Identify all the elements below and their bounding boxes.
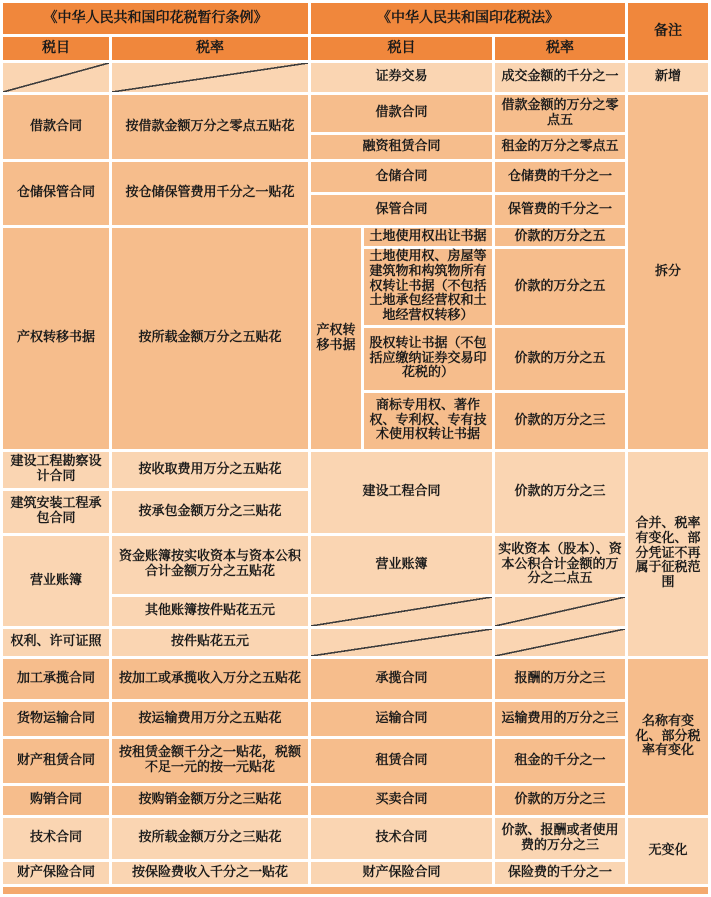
old-item-header-cell: 税目 (3, 37, 109, 60)
new-item-cell: 土地使用权、房屋等建筑物和构筑物所有权转让书据（不包括土地承包经营权和土地经营权转移） (364, 249, 492, 325)
new-item-header-cell: 税目 (311, 37, 492, 60)
old-rate-cell: 按所载金额万分之三贴花 (112, 818, 308, 859)
new-item-cell: 融资租赁合同 (311, 135, 492, 159)
new-item-cell: 买卖合同 (311, 786, 492, 815)
old-rate-cell: 资金账簿按实收资本与资本公积合计金额万分之五贴花 (112, 536, 308, 594)
new-rate-cell: 价款的万分之三 (495, 786, 625, 815)
remark-cell: 新增 (628, 63, 708, 92)
old-item-cell: 借款合同 (3, 95, 109, 159)
new-rate-cell: 价款的万分之五 (495, 328, 625, 390)
old-rate-header-cell: 税率 (112, 37, 308, 60)
new-rate-cell: 保管费的千分之一 (495, 195, 625, 225)
old-rate-cell: 按购销金额万分之三贴花 (112, 786, 308, 815)
new-rate-cell: 报酬的万分之三 (495, 659, 625, 699)
old-item-cell: 建设工程勘察设计合同 (3, 452, 109, 488)
new-rate-header-cell: 税率 (495, 37, 625, 60)
old-rate-cell: 按收取费用万分之五贴花 (112, 452, 308, 488)
old-law-title-cell: 《中华人民共和国印花税暂行条例》 (3, 3, 308, 34)
new-rate-cell: 保险费的千分之一 (495, 862, 625, 884)
new-rate-cell: 价款的万分之三 (495, 393, 625, 449)
old-item-cell: 仓储保管合同 (3, 162, 109, 225)
old-item-cell: 权利、许可证照 (3, 629, 109, 656)
old-rate-cell: 按所载金额万分之五贴花 (112, 228, 308, 449)
new-item-cell: 营业账簿 (311, 536, 492, 594)
crossed-out-cell (495, 629, 625, 656)
new-item-cell: 租赁合同 (311, 739, 492, 783)
new-rate-cell: 价款的万分之五 (495, 249, 625, 325)
old-item-cell: 产权转移书据 (3, 228, 109, 449)
new-item-cell: 证券交易 (311, 63, 492, 92)
new-item-cell: 运输合同 (311, 702, 492, 736)
old-rate-cell: 按加工或承揽收入万分之五贴花 (112, 659, 308, 699)
crossed-out-cell (495, 597, 625, 626)
new-law-title-cell: 《中华人民共和国印花税法》 (311, 3, 625, 34)
new-rate-cell: 价款的万分之五 (495, 228, 625, 246)
bottom-strip-cell (3, 887, 708, 894)
new-item-cell: 保管合同 (311, 195, 492, 225)
new-item-cell: 财产保险合同 (311, 862, 492, 884)
new-item-cell: 借款合同 (311, 95, 492, 132)
remark-cell: 名称有变化、部分税率有变化 (628, 659, 708, 815)
new-rate-cell: 实收资本（股本）、资本公积合计金额的万分之二点五 (495, 536, 625, 594)
old-item-cell: 加工承揽合同 (3, 659, 109, 699)
crossed-out-cell (3, 63, 109, 92)
new-rate-cell: 仓储费的千分之一 (495, 162, 625, 192)
remark-cell: 合并、税率有变化、部分凭证不再属于征税范围 (628, 452, 708, 656)
old-rate-cell: 按租赁金额千分之一贴花，税额不足一元的按一元贴花 (112, 739, 308, 783)
old-item-cell: 货物运输合同 (3, 702, 109, 736)
new-item-group-cell: 产权转移书据 (311, 228, 361, 449)
new-item-cell: 仓储合同 (311, 162, 492, 192)
remark-cell: 无变化 (628, 818, 708, 884)
remark-header-cell: 备注 (628, 3, 708, 60)
old-rate-cell: 按承包金额万分之三贴花 (112, 491, 308, 533)
new-item-cell: 商标专用权、著作权、专利权、专有技术使用权转让书据 (364, 393, 492, 449)
old-item-cell: 技术合同 (3, 818, 109, 859)
new-item-cell: 建设工程合同 (311, 452, 492, 533)
old-rate-cell: 按运输费用万分之五贴花 (112, 702, 308, 736)
old-rate-cell: 按件贴花五元 (112, 629, 308, 656)
old-item-cell: 营业账簿 (3, 536, 109, 626)
new-rate-cell: 价款的万分之三 (495, 452, 625, 533)
old-item-cell: 建筑安装工程承包合同 (3, 491, 109, 533)
old-item-cell: 购销合同 (3, 786, 109, 815)
new-item-cell: 承揽合同 (311, 659, 492, 699)
new-item-cell: 技术合同 (311, 818, 492, 859)
old-rate-cell: 按仓储保管费用千分之一贴花 (112, 162, 308, 225)
crossed-out-cell (112, 63, 308, 92)
new-rate-cell: 借款金额的万分之零点五 (495, 95, 625, 132)
old-rate-cell: 按借款金额万分之零点五贴花 (112, 95, 308, 159)
new-rate-cell: 运输费用的万分之三 (495, 702, 625, 736)
old-item-cell: 财产保险合同 (3, 862, 109, 884)
new-item-cell: 股权转让书据（不包括应缴纳证券交易印花税的） (364, 328, 492, 390)
new-rate-cell: 成交金额的千分之一 (495, 63, 625, 92)
crossed-out-cell (311, 597, 492, 626)
new-rate-cell: 租金的千分之一 (495, 739, 625, 783)
new-rate-cell: 租金的万分之零点五 (495, 135, 625, 159)
old-rate-cell: 按保险费收入千分之一贴花 (112, 862, 308, 884)
new-rate-cell: 价款、报酬或者使用费的万分之三 (495, 818, 625, 859)
new-item-cell: 土地使用权出让书据 (364, 228, 492, 246)
remark-cell: 拆分 (628, 95, 708, 449)
old-rate-cell: 其他账簿按件贴花五元 (112, 597, 308, 626)
crossed-out-cell (311, 629, 492, 656)
old-item-cell: 财产租赁合同 (3, 739, 109, 783)
